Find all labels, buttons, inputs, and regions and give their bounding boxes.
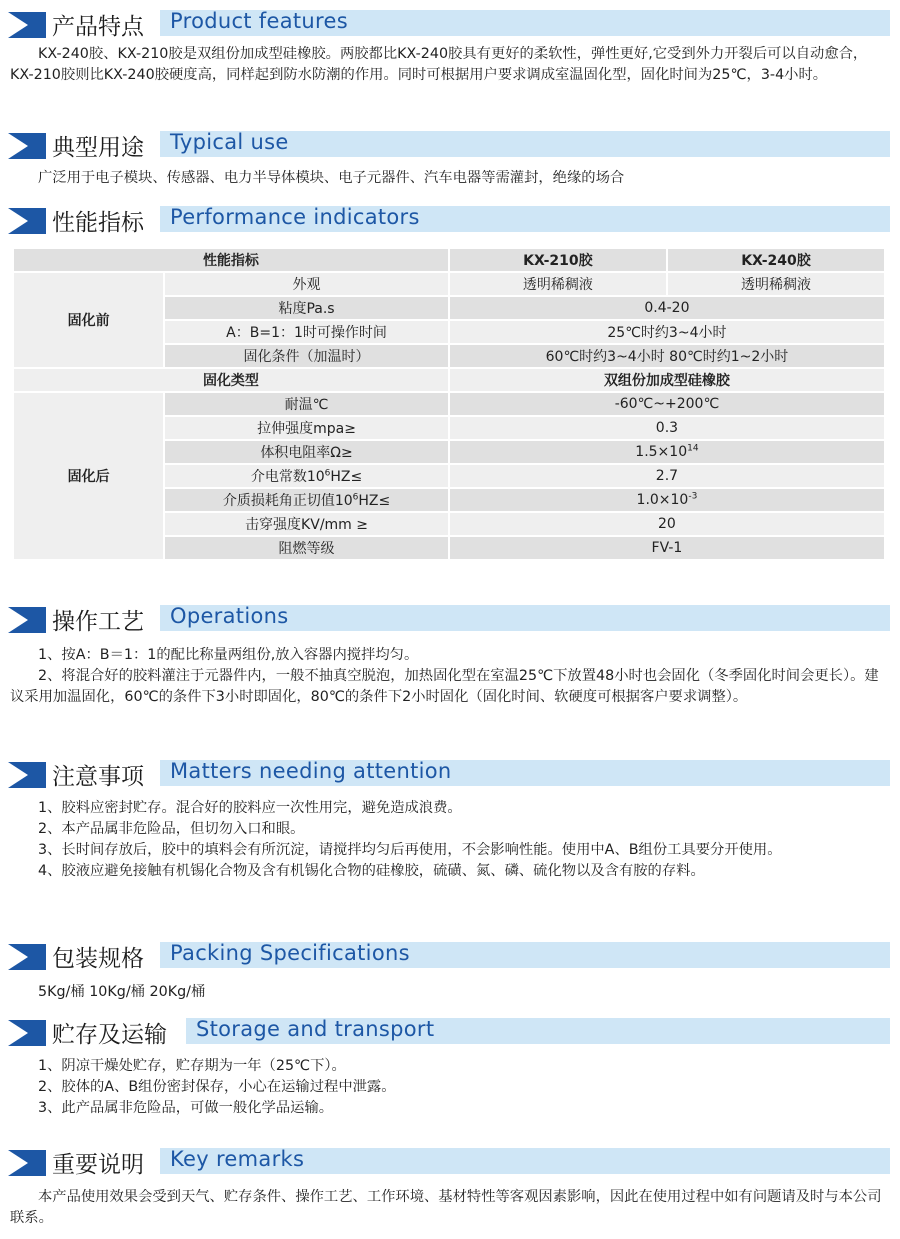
blue-chevron-icon	[8, 133, 46, 159]
table-cell: 60℃时约3~4小时 80℃时约1~2小时	[450, 345, 884, 367]
section-performance	[0, 202, 900, 238]
table-cell: 25℃时约3~4小时	[450, 321, 884, 343]
section-title-en: Storage and transport	[196, 1017, 435, 1041]
section-title-en: Key remarks	[170, 1147, 305, 1171]
table-cell	[165, 465, 448, 487]
blue-chevron-icon	[8, 1150, 46, 1176]
table-cell: 0.4-20	[450, 297, 884, 319]
section-header	[0, 1014, 900, 1050]
list-item: 2、本产品属非危险品，但切勿入口和眼。	[38, 821, 305, 837]
table-cell: 击穿强度KV/mm ≥	[165, 513, 448, 535]
section-title-en: Typical use	[170, 130, 289, 154]
section-product-features	[0, 6, 900, 42]
section-title-cn: 注意事项	[52, 764, 144, 790]
value-base: 1.5×10	[635, 444, 688, 460]
table-cell: 透明稀稠液	[450, 273, 666, 295]
name-base: 介质损耗角正切值10	[222, 493, 353, 509]
value-exponent: -3	[688, 491, 698, 502]
features-text	[10, 44, 886, 86]
table-header-row	[14, 249, 884, 271]
paragraph: 5Kg/桶 10Kg/桶 20Kg/桶	[38, 984, 206, 1000]
operations-text	[10, 645, 886, 708]
section-title-cn: 性能指标	[52, 210, 144, 236]
name-tail: HZ≤	[330, 469, 363, 485]
paragraph: 广泛用于电子模块、传感器、电力半导体模块、电子元器件、汽车电器等需灌封，绝缘的场合	[38, 170, 625, 186]
section-header	[0, 6, 900, 42]
name-exponent: 6	[352, 492, 359, 503]
table-cell: -60℃~+200℃	[450, 393, 884, 415]
list-item: 4、胶液应避免接触有机锡化合物及含有机锡化合物的硅橡胶，硫磺、氮、磷、硫化物以及含有胺的存料。	[38, 863, 705, 879]
packing-text	[10, 982, 886, 1003]
section-packing	[0, 938, 900, 974]
paragraph: KX-240胶、KX-210胶是双组份加成型硅橡胶。两胶都比KX-240胶具有更好的柔软性，弹性更好,它受到外力开裂后可以自动愈合，KX-210胶则比KX-240胶硬度高，同样起到防水防潮的作用。同时可根据用户要求调成室温固化型，固化时间为25℃，3-4小时。	[10, 46, 868, 83]
table-cell: A：B=1：1时可操作时间	[165, 321, 448, 343]
section-header	[0, 127, 900, 163]
table-header-cell: KX-210胶	[450, 249, 666, 271]
section-header	[0, 756, 900, 792]
row-group-label: 固化后	[14, 393, 163, 559]
blue-chevron-icon	[8, 944, 46, 970]
list-item: 2、胶体的A、B组份密封保存，小心在运输过程中泄露。	[38, 1079, 396, 1095]
list-item: 1、按A：B＝1：1的配比称量两组份,放入容器内搅拌均匀。	[38, 647, 419, 663]
table-cell: 双组份加成型硅橡胶	[450, 369, 884, 391]
table-cell: FV-1	[450, 537, 884, 559]
table-cell: 0.3	[450, 417, 884, 439]
section-storage	[0, 1014, 900, 1050]
name-base: 介电常数10	[250, 469, 325, 485]
section-header	[0, 938, 900, 974]
section-header	[0, 601, 900, 637]
table-cell	[450, 441, 884, 463]
blue-chevron-icon	[8, 762, 46, 788]
remarks-text	[10, 1187, 886, 1229]
row-group-label: 固化前	[14, 273, 163, 367]
section-title-cn: 典型用途	[52, 135, 144, 161]
section-title-en: Operations	[170, 604, 289, 628]
blue-chevron-icon	[8, 607, 46, 633]
performance-table	[12, 247, 886, 561]
table-row	[14, 369, 884, 391]
blue-chevron-icon	[8, 1020, 46, 1046]
section-title-en: Product features	[170, 9, 348, 33]
table-cell: 拉伸强度mpa≥	[165, 417, 448, 439]
section-operations	[0, 601, 900, 637]
table-cell	[450, 489, 884, 511]
table-cell: 固化条件（加温时）	[165, 345, 448, 367]
attention-text	[10, 798, 886, 882]
section-key-remarks	[0, 1144, 900, 1180]
table-row	[14, 273, 884, 295]
blue-chevron-icon	[8, 12, 46, 38]
blue-chevron-icon	[8, 208, 46, 234]
section-title-cn: 产品特点	[52, 14, 144, 40]
table-cell: 透明稀稠液	[668, 273, 884, 295]
table-row	[14, 393, 884, 415]
list-item: 3、此产品属非危险品，可做一般化学品运输。	[38, 1100, 334, 1116]
section-title-en: Performance indicators	[170, 205, 420, 229]
section-title-cn: 操作工艺	[52, 609, 144, 635]
section-title-en: Matters needing attention	[170, 759, 452, 783]
name-exponent: 6	[324, 468, 331, 479]
table-cell: 20	[450, 513, 884, 535]
section-title-en: Packing Specifications	[170, 941, 410, 965]
list-item: 1、胶料应密封贮存。混合好的胶料应一次性用完，避免造成浪费。	[38, 800, 462, 816]
section-title-cn: 重要说明	[52, 1152, 144, 1178]
table-header-cell: KX-240胶	[668, 249, 884, 271]
list-item: 3、长时间存放后，胶中的填料会有所沉淀，请搅拌均匀后再使用，不会影响性能。使用中A、B组份工具要分开使用。	[38, 842, 782, 858]
table-header-cell: 性能指标	[14, 249, 448, 271]
table-cell: 固化类型	[14, 369, 448, 391]
table-cell: 粘度Pa.s	[165, 297, 448, 319]
value-base: 1.0×10	[636, 492, 689, 508]
section-header	[0, 202, 900, 238]
name-tail: HZ≤	[358, 493, 391, 509]
storage-text	[10, 1056, 886, 1119]
table-cell: 2.7	[450, 465, 884, 487]
list-item: 1、阴凉干燥处贮存，贮存期为一年（25℃下）。	[38, 1058, 346, 1074]
section-attention	[0, 756, 900, 792]
table-cell: 体积电阻率Ω≥	[165, 441, 448, 463]
section-typical-use	[0, 127, 900, 163]
paragraph: 本产品使用效果会受到天气、贮存条件、操作工艺、工作环境、基材特性等客观因素影响，因此在使用过程中如有问题请及时与本公司联系。	[10, 1189, 882, 1226]
value-exponent: 14	[687, 443, 699, 454]
typical-text	[10, 168, 886, 189]
table-cell: 耐温℃	[165, 393, 448, 415]
table-cell: 阻燃等级	[165, 537, 448, 559]
section-header	[0, 1144, 900, 1180]
section-title-cn: 包装规格	[52, 946, 144, 972]
list-item: 2、将混合好的胶料灌注于元器件内，一般不抽真空脱泡，加热固化型在室温25℃下放置48小时也会固化（冬季固化时间会更长）。建议采用加温固化，60℃的条件下3小时即固化，80℃的条件下2小时固化（固化时间、软硬度可根据客户要求调整）。	[10, 668, 879, 705]
section-title-cn: 贮存及运输	[52, 1022, 167, 1048]
table-cell	[165, 489, 448, 511]
table-cell: 外观	[165, 273, 448, 295]
